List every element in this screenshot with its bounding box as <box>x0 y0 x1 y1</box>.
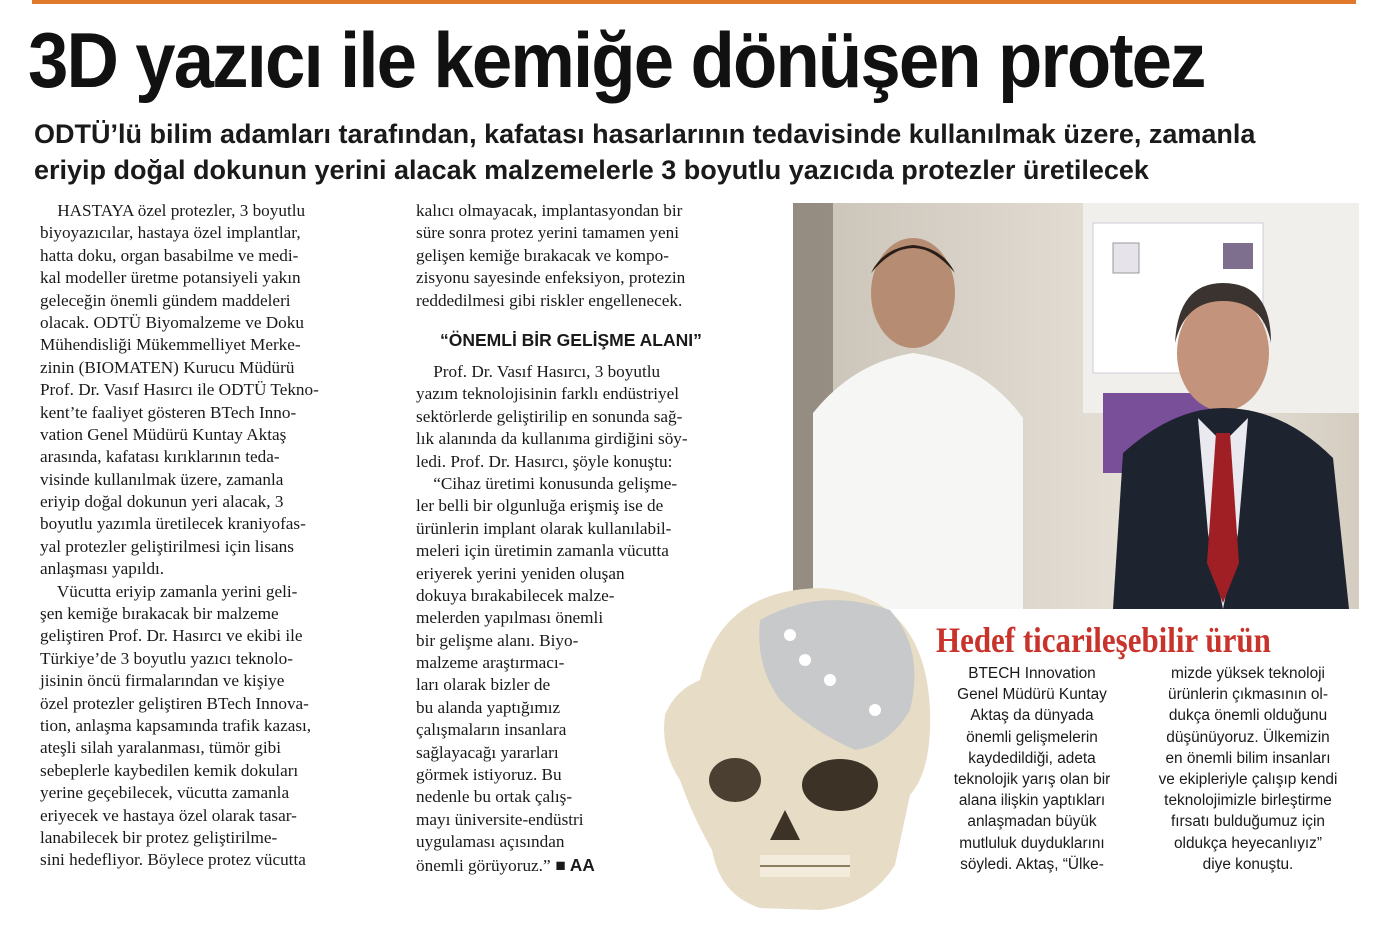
text-line: lanabilecek bir protez geliştirilme- <box>40 827 278 847</box>
text-line: visinde kullanılmak üzere, zamanla <box>40 469 284 489</box>
text-line: zinin (BIOMATEN) Kurucu Müdürü <box>40 357 295 377</box>
text-line: özel protezler geliştiren BTech Innova- <box>40 693 309 713</box>
text-line: melerden yapılması önemli <box>416 608 604 628</box>
text-line: “Cihaz üretimi konusunda gelişme- <box>416 473 678 493</box>
text-line: ateşli silah yaralanması, tümör gibi <box>40 738 282 758</box>
text-line: Genel Müdürü Kuntay <box>957 686 1107 704</box>
text-line: oldukça heyecanlıyız” <box>1174 834 1322 852</box>
text-line: kal modeller üretme potansiyeli yakın <box>40 268 301 288</box>
text-line: şen kemiğe bırakacak bir malzeme <box>40 604 279 624</box>
text-line: Prof. Dr. Vasıf Hasırcı, 3 boyutlu <box>416 362 661 381</box>
section-title: “ÖNEMLİ BİR GELİŞME ALANI” <box>440 330 702 350</box>
text-line: sağlayacağı yararları <box>416 742 559 762</box>
text-line: teknolojik yarış olan bir <box>953 770 1111 788</box>
subheadline <box>34 116 1364 188</box>
text-line: boyutlu yazımla üretilecek kraniyofas- <box>40 514 306 534</box>
text-line: düşünüyoruz. Ülkemizin <box>1166 728 1330 746</box>
text-line: önemli görüyoruz.” <box>416 855 551 875</box>
text-line: ve ekipleriyle çalışıp kendi <box>1158 770 1338 788</box>
text-line: bu alanda yaptığımız <box>416 697 561 717</box>
byline-source <box>551 855 595 875</box>
text-line: eriyip doğal dokunun yeri alacak, 3 <box>40 492 284 512</box>
text-line: uygulaması açısından <box>416 832 565 852</box>
sidebar-column-1 <box>932 663 1132 875</box>
text-line: ler belli bir olgunluğa erişmiş ise de <box>416 496 664 516</box>
headline: 3D yazıcı ile kemiğe dönüşen protez <box>28 16 1205 104</box>
text-line: önemli gelişmelerin <box>966 728 1098 746</box>
text-line: arasında, kafatası kırıklarının teda- <box>40 447 280 467</box>
text-line: malzeme araştırmacı- <box>416 653 565 673</box>
text-line: kalıcı olmayacak, implantasyondan bir <box>416 201 683 220</box>
text-line: teknolojimizle birleştirme <box>1164 792 1332 810</box>
top-accent-bar <box>32 0 1356 4</box>
text-line: süre sonra protez yerini tamamen yeni <box>416 223 679 243</box>
text-line: zisyonu sayesinde enfeksiyon, protezin <box>416 268 686 288</box>
text-line: eriyecek ve hastaya özel olarak tasar- <box>40 805 297 825</box>
text-line: reddedilmesi gibi riskler engellenecek. <box>416 290 683 310</box>
text-line: fırsatı bulduğumuz için <box>1171 813 1325 831</box>
text-line: görmek istiyoruz. Bu <box>416 765 562 785</box>
text-line: vation Genel Müdürü Kuntay Aktaş <box>40 424 287 444</box>
text-line: ürünlerin çıkmasının ol- <box>1168 686 1328 704</box>
article-column-2-top <box>416 200 766 312</box>
text-line: anlaşması yapıldı. <box>40 559 165 579</box>
text-line: Vücutta eriyip zamanla yerini geli- <box>40 581 298 601</box>
text-line: tion, anlaşma kapsamında trafik kazası, <box>40 715 312 735</box>
byline-agency: AA <box>569 854 595 875</box>
text-line: dokuya bırakabilecek malze- <box>416 585 615 605</box>
text-line: geliştiren Prof. Dr. Hasırcı ve ekibi ile <box>40 626 303 646</box>
text-line: ürünlerin implant olarak kullanılabil- <box>416 518 672 538</box>
text-line: Mühendisliği Mükemmelliyet Merke- <box>40 335 301 355</box>
skull-implant-image <box>640 580 940 920</box>
text-line: sini hedefliyor. Böylece protez vücutta <box>40 850 306 870</box>
text-line: kaydedildiği, adeta <box>968 749 1096 767</box>
text-line: ları olarak bizler de <box>416 675 551 695</box>
text-line: hatta doku, organ basabilme ve medi- <box>40 245 299 265</box>
text-line: Prof. Dr. Vasıf Hasırcı ile ODTÜ Tekno- <box>40 380 319 400</box>
text-line: yazım teknolojisinin farklı endüstriyel <box>416 384 680 404</box>
text-line: mayı üniversite-endüstri <box>416 809 584 829</box>
sidebar-title: Hedef ticarileşebilir ürün <box>936 620 1271 660</box>
text-line: mizde yüksek teknoloji <box>1171 665 1325 682</box>
text-line: mutluluk duyduklarını <box>959 834 1105 852</box>
text-line: jisinin öncü firmalarından ve kişiye <box>40 671 285 691</box>
skull-illustration <box>640 580 940 920</box>
text-line: biyoyazıcılar, hastaya özel implantlar, <box>40 223 301 243</box>
text-line: sektörlerde geliştirilip en sonunda sağ- <box>416 406 683 426</box>
subheadline-line: eriyip doğal dokunun yerini alacak malzemelerle 3 boyutlu yazıcıda protezler üretilecek <box>34 155 1149 185</box>
text-line: yerine geçebilecek, vücutta zamanla <box>40 783 290 803</box>
text-line: söyledi. Aktaş, “Ülke- <box>960 855 1104 873</box>
text-line: dukça önemli olduğunu <box>1168 707 1328 725</box>
text-line: sebeplerle kaybedilen kemik dokuları <box>40 760 299 780</box>
text-line: en önemli bilim insanları <box>1165 749 1331 767</box>
text-line: gelişen kemiğe bırakacak ve kompo- <box>416 245 669 265</box>
text-line: bir gelişme alanı. Biyo- <box>416 630 579 650</box>
subheadline-line: ODTÜ’lü bilim adamları tarafından, kafatası hasarlarının tedavisinde kullanılmak üzere, zamanla <box>34 119 1256 149</box>
text-line: ledi. Prof. Dr. Hasırcı, şöyle konuştu: <box>416 451 673 471</box>
text-line: geleceğin önemli gündem maddeleri <box>40 290 291 310</box>
text-line: eriyerek yerini yeniden oluşan <box>416 563 625 583</box>
photo-illustration <box>793 203 1359 609</box>
text-line: kent’te faaliyet gösteren BTech Inno- <box>40 402 297 422</box>
text-line: çalışmaların insanlara <box>416 720 567 740</box>
text-line: HASTAYA özel protezler, 3 boyutlu <box>40 201 306 220</box>
text-line: lık alanında da kullanıma girdiğini söy- <box>416 429 688 449</box>
article-column-1 <box>40 200 390 872</box>
text-line: diye konuştu. <box>1202 855 1294 873</box>
text-line: BTECH Innovation <box>968 665 1096 682</box>
text-line: Türkiye’de 3 boyutlu yazıcı teknolo- <box>40 648 293 668</box>
text-line: meleri için üretimin zamanla vücutta <box>416 541 669 561</box>
photo-scientists <box>793 203 1359 609</box>
text-line: olacak. ODTÜ Biyomalzeme ve Doku <box>40 312 304 332</box>
text-line: Aktaş da dünyada <box>970 707 1094 725</box>
sidebar-column-2 <box>1148 663 1348 875</box>
text-line: anlaşmadan büyük <box>967 813 1097 831</box>
text-line: alana ilişkin yaptıkları <box>958 792 1106 810</box>
text-line: nedenle bu ortak çalış- <box>416 787 573 807</box>
text-line: yal protezler geliştirilmesi için lisans <box>40 536 294 556</box>
byline-mark: ■ <box>555 854 566 875</box>
